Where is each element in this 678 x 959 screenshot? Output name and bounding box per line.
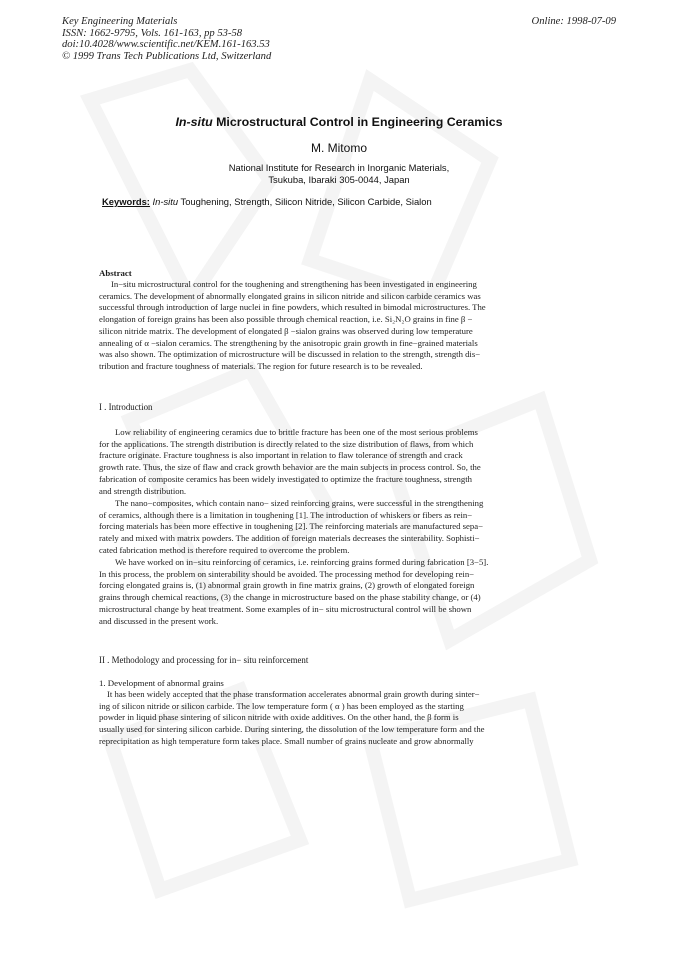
- journal-info: [62, 16, 271, 62]
- intro-line: grains through chemical reactions, (3) the change in microstructure based on the phase stability change, or (4): [99, 592, 481, 603]
- method-line: It has been widely accepted that the phase transformation accelerates abnormal grain growth during sinter−: [107, 689, 480, 699]
- method-line: powder in liquid phase sintering of silicon nitride with oxide additives. On the other hand, the β form is: [99, 712, 459, 723]
- abstract-line: tribution and fracture toughness of materials. The region for future research is to be revealed.: [99, 360, 423, 371]
- abstract-heading: Abstract: [99, 268, 132, 278]
- journal-issn: ISSN: 1662-9795, Vols. 161-163, pp 53-58: [62, 27, 243, 39]
- intro-line: rately and mixed with matrix powders. The addition of foreign materials decreases the sinterability. Sophisti−: [99, 533, 480, 544]
- introduction-para-3: [99, 557, 554, 627]
- paper-title: [0, 115, 678, 129]
- method-line: usually used for sintering silicon carbide. During sintering, the dissolution of the low temperature form and the: [99, 724, 485, 735]
- intro-line: The nano−composites, which contain nano− sized reinforcing grains, were successful in the strengthening: [115, 498, 484, 508]
- intro-line: forcing materials has been more effective in toughening [2]. The reinforcing materials are manufactured sepa−: [99, 521, 484, 532]
- keywords-insitu: In-situ: [152, 196, 179, 207]
- subsection-heading: 1. Development of abnormal grains: [99, 678, 224, 688]
- abstract-line: silicon nitride matrix. The development of elongated β −sialon grains was observed during low temperature: [99, 325, 473, 336]
- affiliation-line: National Institute for Research in Inorganic Materials,: [228, 162, 450, 173]
- intro-line: In this process, the problem on sinterability should be avoided. The processing method for developing rein−: [99, 568, 475, 579]
- abstract-body: [99, 279, 554, 373]
- keywords: [102, 196, 432, 207]
- abstract-line: annealing of α −sialon ceramics. The strengthening by the anisotropic grain growth in fine−grained materials: [99, 337, 478, 348]
- abstract-line: elongation of foreign grains has been also possible through chemical reaction, i.e. Si₂N₂O grains in fine β −: [99, 314, 473, 325]
- abstract-line: successful through introduction of large nuclei in fine powders, which resulted in bimodal microstructures. The: [99, 302, 486, 313]
- keywords-list: Toughening, Strength, Silicon Nitride, Silicon Carbide, Sialon: [178, 196, 432, 207]
- method-line: reprecipitation as high temperature form takes place. Small number of grains nucleate and grow abnormally: [99, 735, 474, 746]
- intro-line: of ceramics, although there is a limitation in toughening [1]. The introduction of whiskers or fibers as rein−: [99, 509, 473, 520]
- section-heading-methodology: II . Methodology and processing for in− situ reinforcement: [99, 655, 309, 665]
- journal-name: Key Engineering Materials: [62, 16, 178, 27]
- intro-line: fabrication of composite ceramics has been widely investigated to optimize the fracture toughness, strength: [99, 473, 472, 484]
- intro-line: cated fabrication method is therefore required to overcome the problem.: [99, 544, 350, 555]
- intro-line: and strength distribution.: [99, 485, 187, 496]
- method-line: ing of silicon nitride or silicon carbide. The low temperature form ( α ) has been employed as the starting: [99, 700, 464, 711]
- intro-line: forcing elongated grains is, (1) abnormal grain growth in fine matrix grains, (2) growth of elongated foreign: [99, 580, 475, 591]
- title-rest: Microstructural Control in Engineering Ceramics: [212, 115, 503, 129]
- abstract-line: ceramics. The development of abnormally elongated grains in silicon nitride and silicon carbide ceramics was: [99, 290, 481, 301]
- author: M. Mitomo: [310, 141, 367, 155]
- affiliation: [0, 162, 678, 185]
- intro-line: Low reliability of engineering ceramics due to brittle fracture has been one of the most serious problems: [115, 427, 478, 437]
- intro-line: for the applications. The strength distribution is directly related to the size distribution of flaws, from which: [99, 438, 474, 449]
- journal-doi: doi:10.4028/www.scientific.net/KEM.161-163.53: [62, 39, 270, 51]
- methodology-body: [99, 689, 554, 748]
- intro-line: We have worked on in−situ reinforcing of ceramics, i.e. reinforcing grains formed during fabrication [3−5].: [115, 557, 489, 567]
- affiliation-line: Tsukuba, Ibaraki 305-0044, Japan: [268, 173, 410, 185]
- introduction-para-2: [99, 498, 554, 557]
- abstract-line: In−situ microstructural control for the toughening and strengthening has been investigated in engineering: [111, 279, 477, 289]
- keywords-label: Keywords:: [102, 196, 150, 207]
- title-italic: In-situ: [175, 115, 213, 129]
- intro-line: microstructural change by heat treatment. Some examples of in− situ microstructural control will be shown: [99, 603, 472, 614]
- abstract-line: was also shown. The optimization of microstructure will be discussed in relation to the strength, strength dis−: [99, 349, 481, 360]
- section-heading-introduction: I . Introduction: [99, 402, 153, 412]
- journal-copyright: © 1999 Trans Tech Publications Ltd, Switzerland: [62, 50, 272, 62]
- online-date: Online: 1998-07-09: [531, 16, 616, 27]
- intro-line: fracture originate. Fracture toughness is also important in relation to flaw tolerance of strength and crack: [99, 450, 463, 461]
- intro-line: and discussed in the present work.: [99, 615, 219, 626]
- intro-line: growth rate. Thus, the size of flaw and crack growth behavior are the main subjects in process control. So, the: [99, 462, 481, 473]
- introduction-para-1: [99, 427, 554, 497]
